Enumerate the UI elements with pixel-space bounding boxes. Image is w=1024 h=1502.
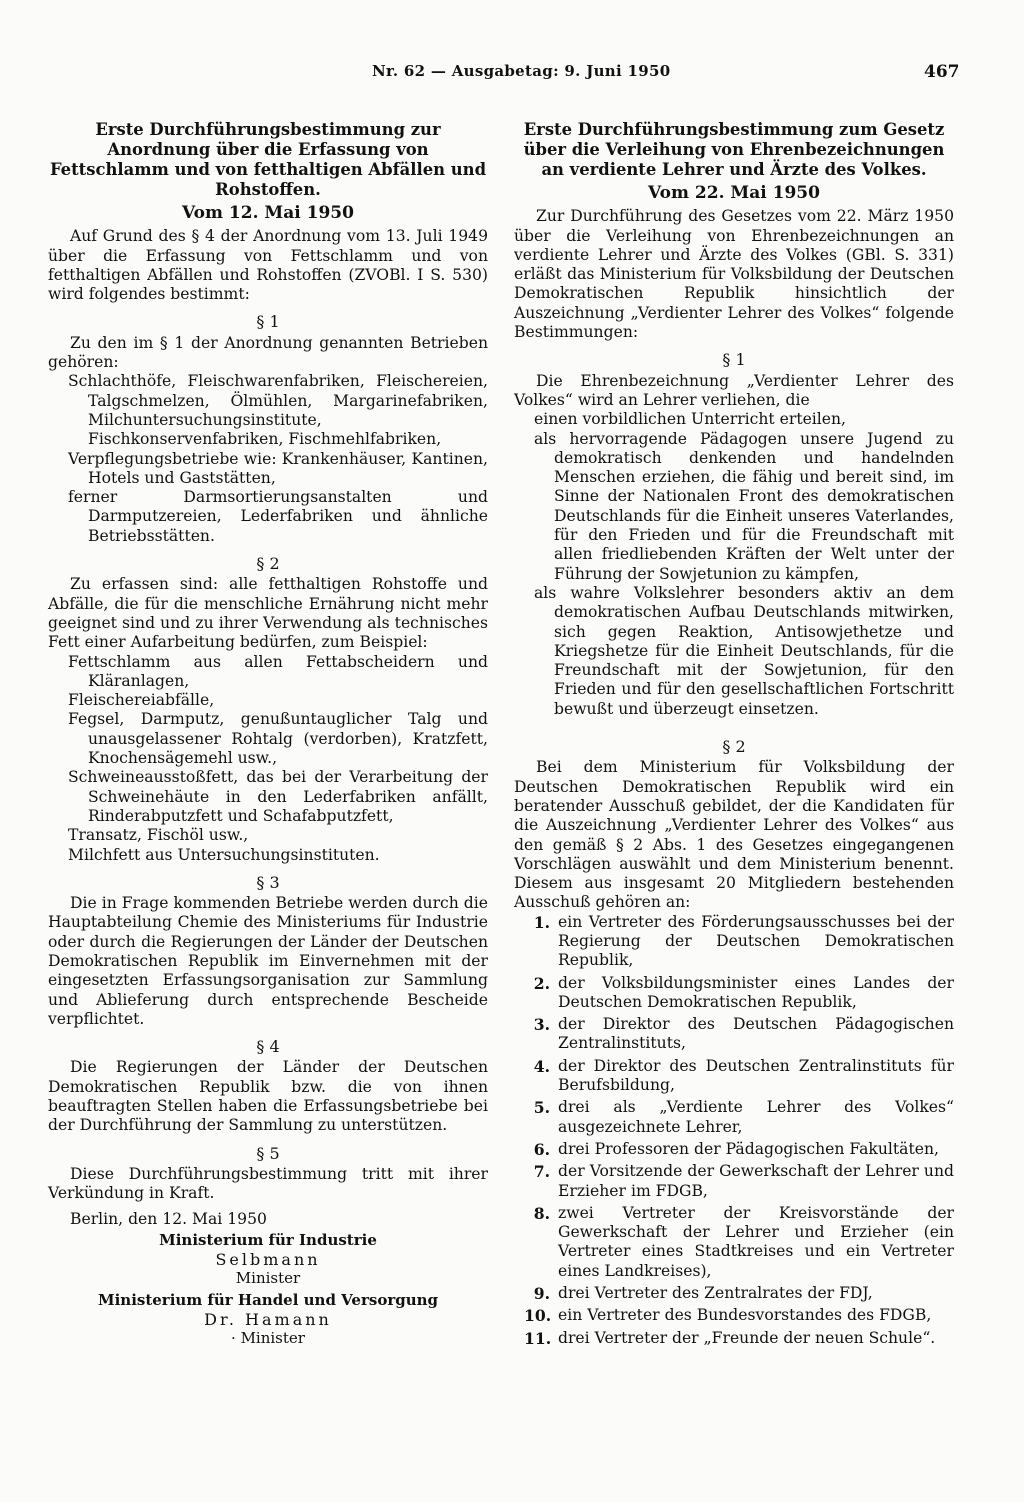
left-section-4-text: Die Regierungen der Länder der Deutschen Demokratischen Republik bzw. die von ihnen beauftragten Stellen haben die Erfassungsbetriebe bei der Durchführung der Sammlung zu unterstützen. <box>48 1058 488 1135</box>
left-date: Vom 12. Mai 1950 <box>182 203 354 223</box>
page-number: 467 <box>924 62 960 82</box>
ministry-name: Ministerium für Handel und Versorgung <box>97 1290 439 1309</box>
right-section-2-text: Bei dem Ministerium für Volksbildung der Deutschen Demokratischen Republik wird ein beratender Ausschuß gebildet, der die Kandidaten für die Auszeichnung „Verdienter Lehrer des Volkes“ aus den gemäß § 2 Abs. 1 des Gesetzes eingegangenen Vorschlägen auswählt und dem Ministerium benennt. Diesem aus insgesamt 20 Mitgliedern bestehenden Ausschuß gehören an: <box>514 758 954 912</box>
list-item: 4. der Direktor des Deutschen Zentralinstituts für Berufsbildung, <box>533 1056 954 1095</box>
signatory-name: Dr. Hamann <box>204 1310 332 1330</box>
list-item: Fegsel, Darmputz, genußuntauglicher Talg und unausgelassener Rohtalg (verdorben), Kratzfett, Knochensägemehl usw., <box>68 710 488 768</box>
list-item: Verpflegungsbetriebe wie: Krankenhäuser, Kantinen, Hotels und Gaststätten, <box>68 449 488 487</box>
signatory-role: Minister <box>235 1269 301 1288</box>
right-section-1-list <box>514 410 954 719</box>
list-item: Fettschlamm aus allen Fettabscheidern und Kläranlagen, <box>68 652 488 690</box>
left-section-2-heading: § 2 <box>256 554 280 574</box>
right-date: Vom 22. Mai 1950 <box>648 183 820 203</box>
list-item: 5. drei als „Verdiente Lehrer des Volkes“ ausgezeichnete Lehrer, <box>533 1098 954 1136</box>
left-section-3-text: Die in Frage kommenden Betriebe werden durch die Hauptabteilung Chemie des Ministeriums für Industrie oder durch die Regierungen der Länder der Deutschen Demokratischen Republik im Einvernehmen mit der eingesetzten Erfassungsorganisation zur Sammlung und Ablieferung durch entsprechende Bescheide verpflichtet. <box>48 894 488 1028</box>
list-item: 7. der Vorsitzende der Gewerkschaft der Lehrer und Erzieher im FDGB, <box>533 1162 954 1200</box>
left-section-1-heading: § 1 <box>256 312 280 332</box>
left-section-5-heading: § 5 <box>256 1143 280 1163</box>
signatory-role: · Minister <box>231 1329 305 1348</box>
left-section-4-heading: § 4 <box>256 1037 280 1057</box>
place-date: Berlin, den 12. Mai 1950 <box>70 1209 267 1228</box>
left-section-1-text: Zu den im § 1 der Anordnung genannten Betrieben gehören: <box>48 333 488 372</box>
list-item: einen vorbildlichen Unterricht erteilen, <box>534 410 847 429</box>
left-section-3-heading: § 3 <box>256 872 280 892</box>
list-item: 9. drei Vertreter des Zentralrates der FDJ, <box>533 1284 873 1304</box>
ministry-name: Ministerium für Industrie <box>159 1230 377 1249</box>
left-column <box>48 120 488 1349</box>
list-item: ferner Darmsortierungsanstalten und Darmputzereien, Lederfabriken und ähnliche Betriebsstätten. <box>68 488 488 545</box>
signature-block-industry <box>48 1231 488 1289</box>
right-section-2-heading: § 2 <box>722 737 746 757</box>
list-item: Schlachthöfe, Fleischwarenfabriken, Fleischereien, Talgschmelzen, Ölmühlen, Margarinefabriken, Milchuntersuchungsinstitute, Fischkonservenfabriken, Fischmehlfabriken, <box>68 372 488 449</box>
list-item: Transatz, Fischöl usw., <box>68 826 249 845</box>
list-item: 6. drei Professoren der Pädagogischen Fakultäten, <box>533 1139 939 1159</box>
list-item: Schweineausstoßfett, das bei der Verarbeitung der Schweinehäute in den Lederfabriken anfällt, Rinderabputzfett und Schafabputzfett, <box>68 768 488 825</box>
list-item: Milchfett aus Untersuchungsinstituten. <box>68 845 380 864</box>
list-item: Fleischereiabfälle, <box>68 691 215 710</box>
right-section-1-heading: § 1 <box>722 350 746 370</box>
left-title: Erste Durchführungsbestimmung zur Anordnung über die Erfassung von Fettschlamm und von fetthaltigen Abfällen und Rohstoffen. <box>49 120 487 199</box>
right-intro: Zur Durchführung des Gesetzes vom 22. März 1950 über die Verleihung von Ehrenbezeichnungen an verdiente Lehrer und Ärzte des Volkes (GBl. S. 331) erläßt das Ministerium für Volksbildung der Deutschen Demokratischen Republik hinsichtlich der Auszeichnung „Verdienter Lehrer des Volkes“ folgende Bestimmungen: <box>514 207 954 342</box>
left-section-2-text: Zu erfassen sind: alle fetthaltigen Rohstoffe und Abfälle, die für die menschliche Ernährung nicht mehr geeignet sind und zu ihrer Verwendung als technisches Fett einer Aufarbeitung bedürfen, zum Beispiel: <box>48 575 488 652</box>
signature-block-trade <box>48 1291 488 1349</box>
right-section-1-text: Die Ehrenbezeichnung „Verdienter Lehrer des Volkes“ wird an Lehrer verliehen, die <box>514 371 954 409</box>
left-section-1-list <box>48 372 488 546</box>
list-item: als hervorragende Pädagogen unsere Jugend zu demokratisch denkenden und handelnden Menschen erziehen, die fähig und bereit sind, im Sinne der Nationalen Front des demokratischen Deutschlands für die Einheit unseres Vaterlandes, für den Frieden und für die Freundschaft mit allen friedliebenden Kräften der Welt unter der Führung der Sowjetunion zu kämpfen, <box>534 429 954 583</box>
list-item: 3. der Direktor des Deutschen Pädagogischen Zentralinstituts, <box>533 1015 954 1053</box>
list-item: 10. ein Vertreter des Bundesvorstandes des FDGB, <box>524 1306 932 1326</box>
list-item: 2. der Volksbildungsminister eines Landes der Deutschen Demokratischen Republik, <box>533 973 954 1011</box>
right-column <box>514 120 954 1351</box>
list-item: 11. drei Vertreter der „Freunde der neuen Schule“. <box>524 1328 936 1348</box>
page-header <box>0 60 1024 86</box>
left-intro: Auf Grund des § 4 der Anordnung vom 13. Juli 1949 über die Erfassung von Fettschlamm und von fetthaltigen Abfällen und Rohstoffen (ZVOBl. I S. 530) wird folgendes bestimmt: <box>48 227 488 304</box>
list-item: 1. ein Vertreter des Förderungsausschusses bei der Regierung der Deutschen Demokratischen Republik, <box>533 912 954 970</box>
left-section-2-list <box>48 653 488 865</box>
list-item: als wahre Volkslehrer besonders aktiv an dem demokratischen Aufbau Deutschlands mitwirken, sich gegen Reaktion, Antisowjethetze und Kriegshetze für die Einheit Deutschlands, für die Freundschaft mit der Sowjetunion, für den Frieden und für den gesellschaftlichen Fortschritt bewußt und überzeugt einsetzen. <box>534 583 954 718</box>
left-section-5-text: Diese Durchführungsbestimmung tritt mit ihrer Verkündung in Kraft. <box>48 1164 488 1203</box>
signatory-name: Selbmann <box>215 1250 321 1270</box>
list-item: 8. zwei Vertreter der Kreisvorstände der Gewerkschaft der Lehrer und Erzieher (ein Vertreter eines Stadtkreises und ein Vertreter eines Landkreises), <box>533 1203 954 1280</box>
committee-members-list <box>514 913 954 1348</box>
issue-line: Nr. 62 — Ausgabetag: 9. Juni 1950 <box>372 62 671 80</box>
right-title: Erste Durchführungsbestimmung zum Gesetz über die Verleihung von Ehrenbezeichnungen an verdiente Lehrer und Ärzte des Volkes. <box>523 120 945 179</box>
